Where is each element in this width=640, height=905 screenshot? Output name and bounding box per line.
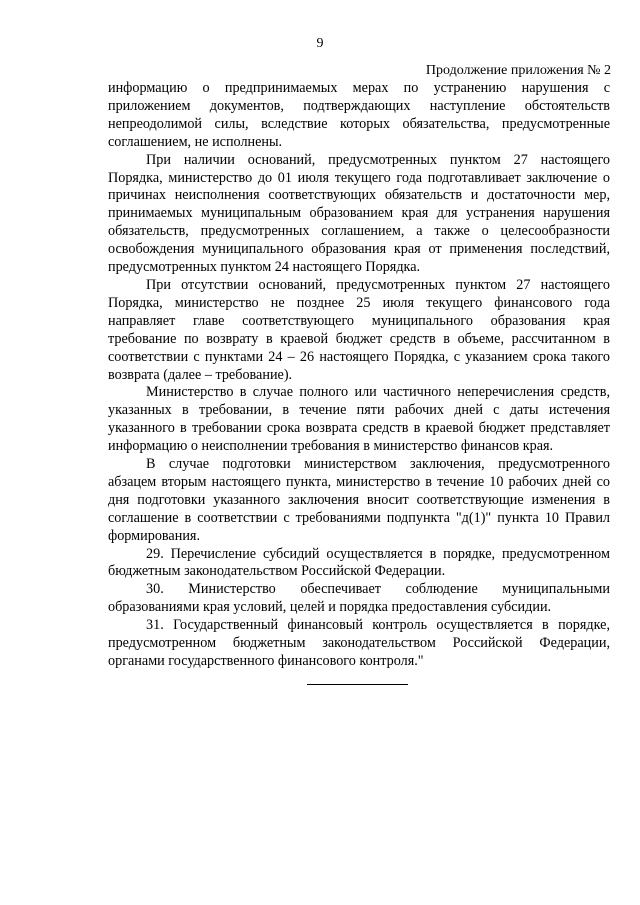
closing-separator-line xyxy=(307,684,408,685)
paragraph: В случае подготовки министерством заключения, предусмотренного абзацем вторым настоящего пункта, министерство в течение 10 рабочих дней со дня подготовки указанного заключения вносит соответствующие изменения в соглашение в соответствии с требованиями подпункта "д(1)" пункта 10 Правил формирования. xyxy=(108,456,610,544)
paragraph-continued: информацию о предпринимаемых мерах по устранению нарушения с приложением документов, подтверждающих наступление обстоятельств непреодолимой силы, вследствие которых обязательства, предусмотренные соглашением, не исполнены. xyxy=(108,80,610,150)
paragraph: При отсутствии оснований, предусмотренных пунктом 27 настоящего Порядка, министерство не позднее 25 июля текущего финансового года направляет главе соответствующего муниципального образования края требование по возврату в краевой бюджет средств в объеме, рассчитанном в соответствии с пунктами 24 – 26 настоящего Порядка, с указанием срока такого возврата (далее – требование). xyxy=(108,276,610,383)
page-number: 9 xyxy=(316,36,324,51)
paragraph: При наличии оснований, предусмотренных пунктом 27 настоящего Порядка, министерство до 01 июля текущего года подготавливает заключение о причинах неисполнения соответствующих обязательств и достаточности мер, принимаемых муниципальным образованием края для устранения нарушения обязательств, предусмотренных соглашением, а также о целесообразности освобождения муниципального образования края от применения последствий, предусмотренных пунктом 24 настоящего Порядка. xyxy=(108,151,610,276)
document-body xyxy=(108,80,610,671)
paragraph-item-29: 29. Перечисление субсидий осуществляется в порядке, предусмотренном бюджетным законодательством Российской Федерации. xyxy=(108,545,610,580)
paragraph: Министерство в случае полного или частичного неперечисления средств, указанных в требовании, в течение пяти рабочих дней с даты истечения указанного в требовании срока возврата средств в краевой бюджет представляет информацию о неисполнении требования в министерство финансов края. xyxy=(108,384,610,455)
paragraph-item-30: 30. Министерство обеспечивает соблюдение муниципальными образованиями края условий, целей и порядка предоставления субсидии. xyxy=(108,581,610,616)
paragraph-item-31: 31. Государственный финансовый контроль осуществляется в порядке, предусмотренном бюджетным законодательством Российской Федерации, органами государственного финансового контроля." xyxy=(108,617,610,669)
appendix-continuation-note: Продолжение приложения № 2 xyxy=(425,63,611,78)
